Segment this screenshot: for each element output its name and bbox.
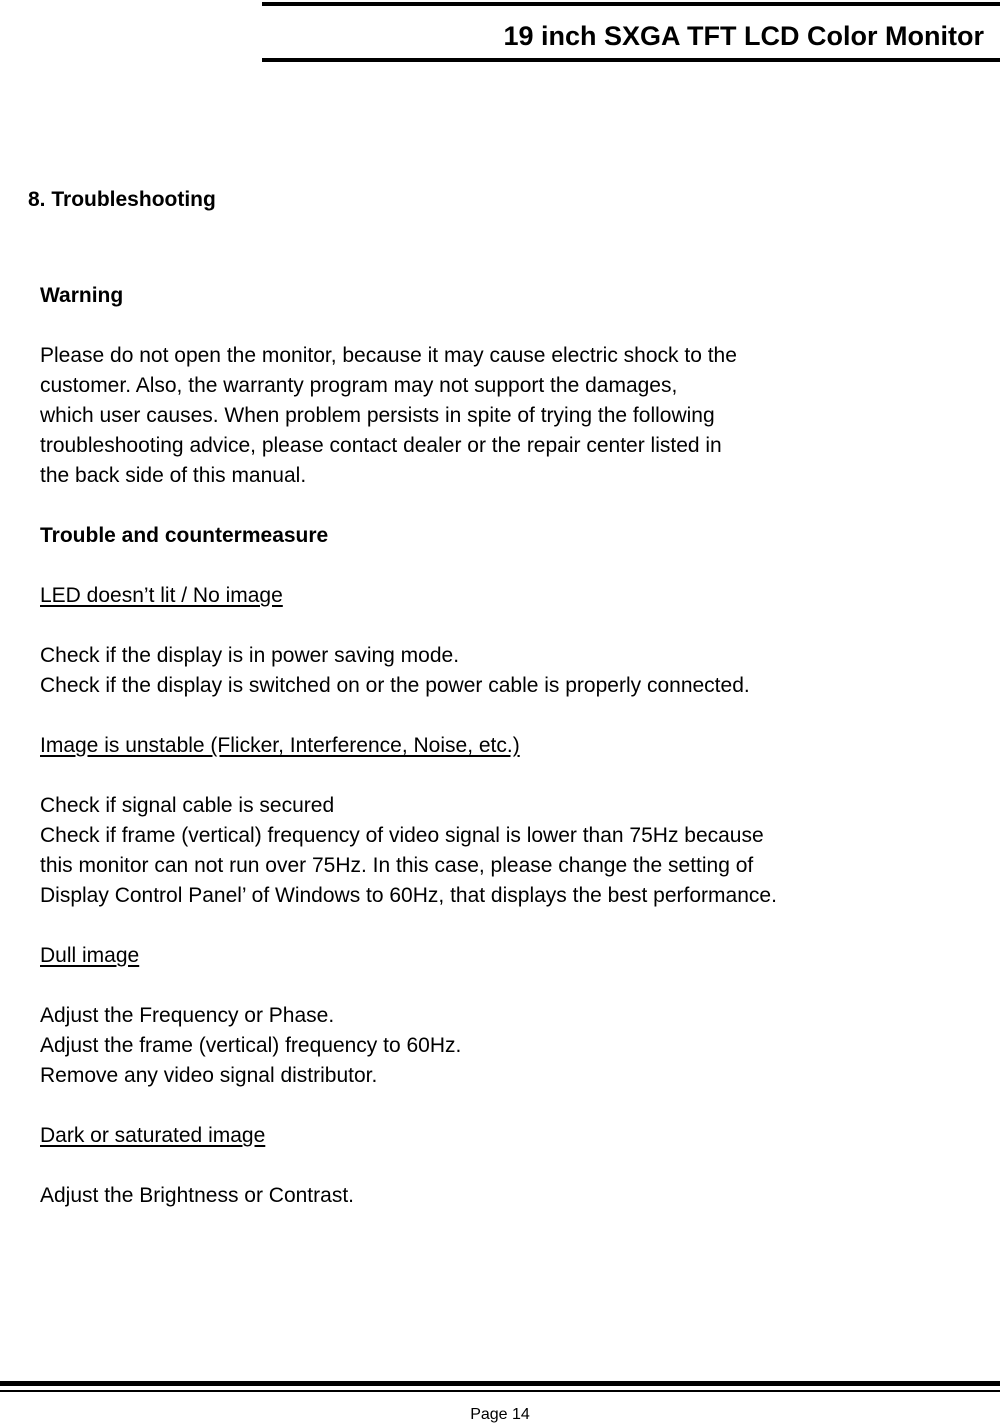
warning-heading: Warning [40, 284, 124, 307]
solution-line: Remove any video signal distributor. [40, 1064, 378, 1087]
problem-heading-dark-image: Dark or saturated image [40, 1124, 266, 1147]
spacer [40, 311, 980, 341]
header-top-rule [262, 2, 1000, 6]
document-title: 19 inch SXGA TFT LCD Color Monitor [503, 21, 984, 51]
spacer [40, 971, 980, 1001]
spacer [40, 611, 980, 641]
spacer [40, 491, 980, 521]
troubleshooting-content [40, 281, 980, 1211]
solution-line: Display Control Panel’ of Windows to 60Hz, that displays the best performance. [40, 884, 777, 907]
warning-text-line: customer. Also, the warranty program may not support the damages, [40, 374, 678, 397]
section-title: 8. Troubleshooting [28, 188, 216, 211]
trouble-heading: Trouble and countermeasure [40, 524, 329, 547]
solution-line: Check if the display is switched on or the power cable is properly connected. [40, 674, 750, 697]
warning-text-line: which user causes. When problem persists in spite of trying the following [40, 404, 715, 427]
problem-heading-unstable-image: Image is unstable (Flicker, Interference, Noise, etc.) [40, 734, 520, 757]
solution-line: Check if the display is in power saving mode. [40, 644, 460, 667]
spacer [40, 1091, 980, 1121]
problem-heading-dull-image: Dull image [40, 944, 140, 967]
spacer [40, 701, 980, 731]
solution-line: Adjust the Frequency or Phase. [40, 1004, 335, 1027]
spacer [40, 551, 980, 581]
spacer [40, 911, 980, 941]
spacer [40, 761, 980, 791]
problem-heading-no-image: LED doesn’t lit / No image [40, 584, 283, 607]
warning-text-line: troubleshooting advice, please contact dealer or the repair center listed in [40, 434, 722, 457]
warning-text-line: Please do not open the monitor, because it may cause electric shock to the [40, 344, 737, 367]
warning-text-line: the back side of this manual. [40, 464, 307, 487]
solution-line: Adjust the Brightness or Contrast. [40, 1184, 354, 1207]
solution-line: Check if frame (vertical) frequency of video signal is lower than 75Hz because [40, 824, 764, 847]
solution-line: Adjust the frame (vertical) frequency to 60Hz. [40, 1034, 462, 1057]
solution-line: Check if signal cable is secured [40, 794, 335, 817]
footer-thin-rule [0, 1390, 1000, 1392]
footer-thick-rule [0, 1381, 1000, 1386]
spacer [40, 1151, 980, 1181]
page-number: Page 14 [470, 1406, 530, 1423]
header-bottom-rule [262, 58, 1000, 62]
solution-line: this monitor can not run over 75Hz. In this case, please change the setting of [40, 854, 754, 877]
